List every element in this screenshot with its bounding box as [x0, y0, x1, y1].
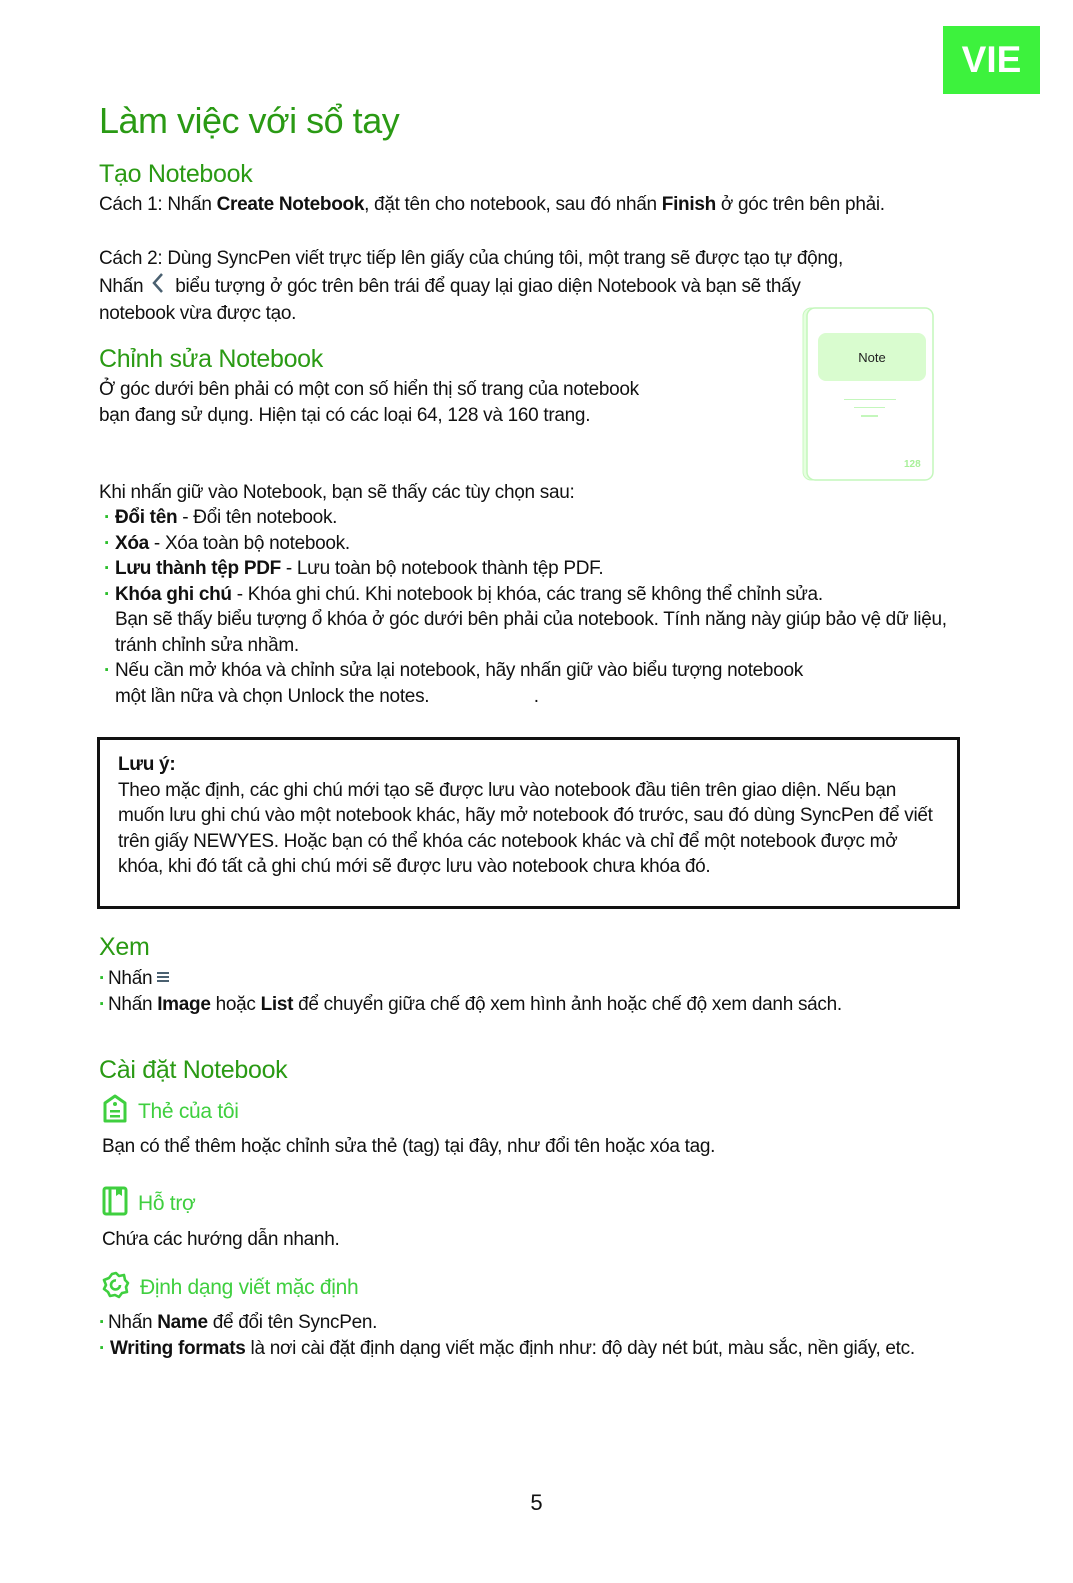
create-method-1: [99, 192, 969, 218]
note-text: Theo mặc định, các ghi chú mới tạo sẽ được lưu vào notebook đầu tiên trên giao diện. Nếu bạn muốn lưu ghi chú vào một notebook khác, hãy mở notebook đó trước, sau đó dùng SyncPen để viết trên giấy NEWYES. Hoặc bạn có thể khóa các notebook khác và chỉ để một notebook được mở khóa, khi đó tất cả ghi chú mới sẽ được lưu vào notebook chưa khóa đó.: [118, 779, 933, 877]
option-desc: - Đổi tên notebook.: [177, 507, 338, 528]
option-name: Khóa ghi chú: [115, 583, 232, 605]
format-list: [99, 1310, 979, 1361]
text: , đặt tên cho notebook, sau đó nhấn: [364, 194, 662, 215]
cover-line: [844, 399, 896, 400]
text: để chuyển giữa chế độ xem hình ảnh hoặc chế độ xem danh sách.: [293, 993, 842, 1015]
bullet: ·: [99, 968, 106, 989]
language-badge: [943, 26, 1040, 94]
bullet: ·: [104, 558, 111, 579]
support-title: Hỗ trợ: [138, 1192, 196, 1215]
tags-title: Thẻ của tôi: [138, 1100, 239, 1123]
support-description: Chứa các hướng dẫn nhanh.: [102, 1229, 340, 1250]
language-badge-label: VIE: [961, 39, 1022, 80]
tag-icon: [102, 1094, 138, 1130]
notebook-illustration: [802, 307, 934, 481]
cover-line: [854, 407, 885, 408]
section-heading-view: Xem: [99, 933, 150, 961]
bullet: ·: [99, 1312, 106, 1333]
text: hoặc: [210, 993, 261, 1015]
writing-formats-term: Writing formats: [105, 1337, 246, 1359]
notebook-cover-label: Note: [818, 333, 926, 381]
bullet: ·: [99, 1337, 106, 1359]
text: là nơi cài đặt định dạng viết mặc định như: độ dày nét bút, màu sắc, nền giấy, etc.: [245, 1337, 915, 1359]
section-heading-edit: Chỉnh sửa Notebook: [99, 345, 323, 373]
gear-icon: [102, 1271, 140, 1305]
note-box: [97, 737, 960, 909]
section-heading-settings: Cài đặt Notebook: [99, 1056, 288, 1084]
bullet: ·: [104, 507, 111, 528]
text: Nhấn: [108, 1312, 158, 1333]
text: Nhấn: [108, 993, 158, 1015]
chevron-left-icon: [151, 272, 165, 302]
text: Cách 2: Dùng SyncPen viết trực tiếp lên giấy của chúng tôi, một trang sẽ được tạo tự động,: [99, 248, 843, 269]
bullet: ·: [104, 583, 111, 605]
text: để đổi tên SyncPen.: [207, 1312, 378, 1333]
option-desc: - Khóa ghi chú. Khi notebook bị khóa, các trang sẽ không thể chỉnh sửa.: [231, 583, 823, 605]
menu-list-icon: [156, 966, 170, 992]
page-title: Làm việc với sổ tay: [99, 100, 400, 141]
option-desc-cont: một lần nữa và chọn Unlock the notes. .: [115, 685, 539, 707]
image-term: Image: [157, 993, 211, 1015]
option-desc: - Lưu toàn bộ notebook thành tệp PDF.: [280, 558, 604, 579]
list-item: [101, 658, 971, 709]
tags-description: Bạn có thể thêm hoặc chỉnh sửa thẻ (tag) tại đây, như đổi tên hoặc xóa tag.: [102, 1136, 716, 1157]
cover-line: [861, 415, 878, 417]
options-list: [101, 505, 971, 709]
edit-paragraph-2: Khi nhấn giữ vào Notebook, bạn sẽ thấy các tùy chọn sau:: [99, 482, 575, 503]
settings-tags-heading: [102, 1094, 239, 1130]
option-desc-cont: Bạn sẽ thấy biểu tượng ổ khóa ở góc dưới bên phải của notebook. Tính năng này giúp bảo vệ dữ liệu, tránh chỉnh sửa nhầm.: [115, 609, 947, 656]
book-icon: [102, 1186, 138, 1222]
bullet: ·: [104, 532, 111, 554]
bullet: ·: [99, 993, 106, 1015]
option-desc: Nếu cần mở khóa và chỉnh sửa lại notebook, hãy nhấn giữ vào biểu tượng notebook: [115, 660, 803, 681]
finish-term: Finish: [661, 194, 716, 215]
settings-support-heading: [102, 1186, 195, 1222]
view-list: [99, 966, 999, 1017]
list-item: [101, 556, 971, 582]
page-number: 5: [530, 1490, 543, 1515]
text: ở góc trên bên phải.: [715, 194, 885, 215]
text: Nhấn: [99, 275, 144, 297]
list-item: [101, 505, 971, 531]
list-item: [99, 992, 999, 1018]
option-name: Xóa: [115, 532, 149, 554]
text: Cách 1: Nhấn: [99, 194, 217, 215]
bullet: ·: [104, 660, 111, 681]
edit-paragraph-1: Ở góc dưới bên phải có một con số hiển thị số trang của notebook bạn đang sử dụng. Hiện tại có các loại 64, 128 và 160 trang.: [99, 379, 639, 426]
text: Nhấn: [108, 968, 153, 989]
list-item: [101, 582, 971, 659]
section-heading-create: Tạo Notebook: [99, 160, 253, 188]
option-desc: - Xóa toàn bộ notebook.: [148, 532, 350, 554]
option-name: Đổi tên: [115, 507, 178, 528]
note-label: Lưu ý:: [118, 754, 176, 775]
list-term: List: [260, 993, 294, 1015]
option-name: Lưu thành tệp PDF: [115, 558, 281, 579]
format-title: Định dạng viết mặc định: [140, 1276, 359, 1299]
name-term: Name: [157, 1312, 208, 1333]
settings-format-heading: [102, 1271, 358, 1305]
list-item: [99, 1310, 979, 1336]
page-count-label: 128: [904, 459, 921, 470]
text: notebook vừa được tạo.: [99, 303, 297, 324]
method-2-line-2: [99, 272, 979, 302]
list-item: [99, 966, 999, 992]
text: biểu tượng ở góc trên bên trái để quay lại giao diện Notebook và bạn sẽ thấy: [175, 275, 801, 297]
list-item: [99, 1336, 979, 1362]
list-item: [101, 531, 971, 557]
create-notebook-term: Create Notebook: [216, 194, 365, 215]
